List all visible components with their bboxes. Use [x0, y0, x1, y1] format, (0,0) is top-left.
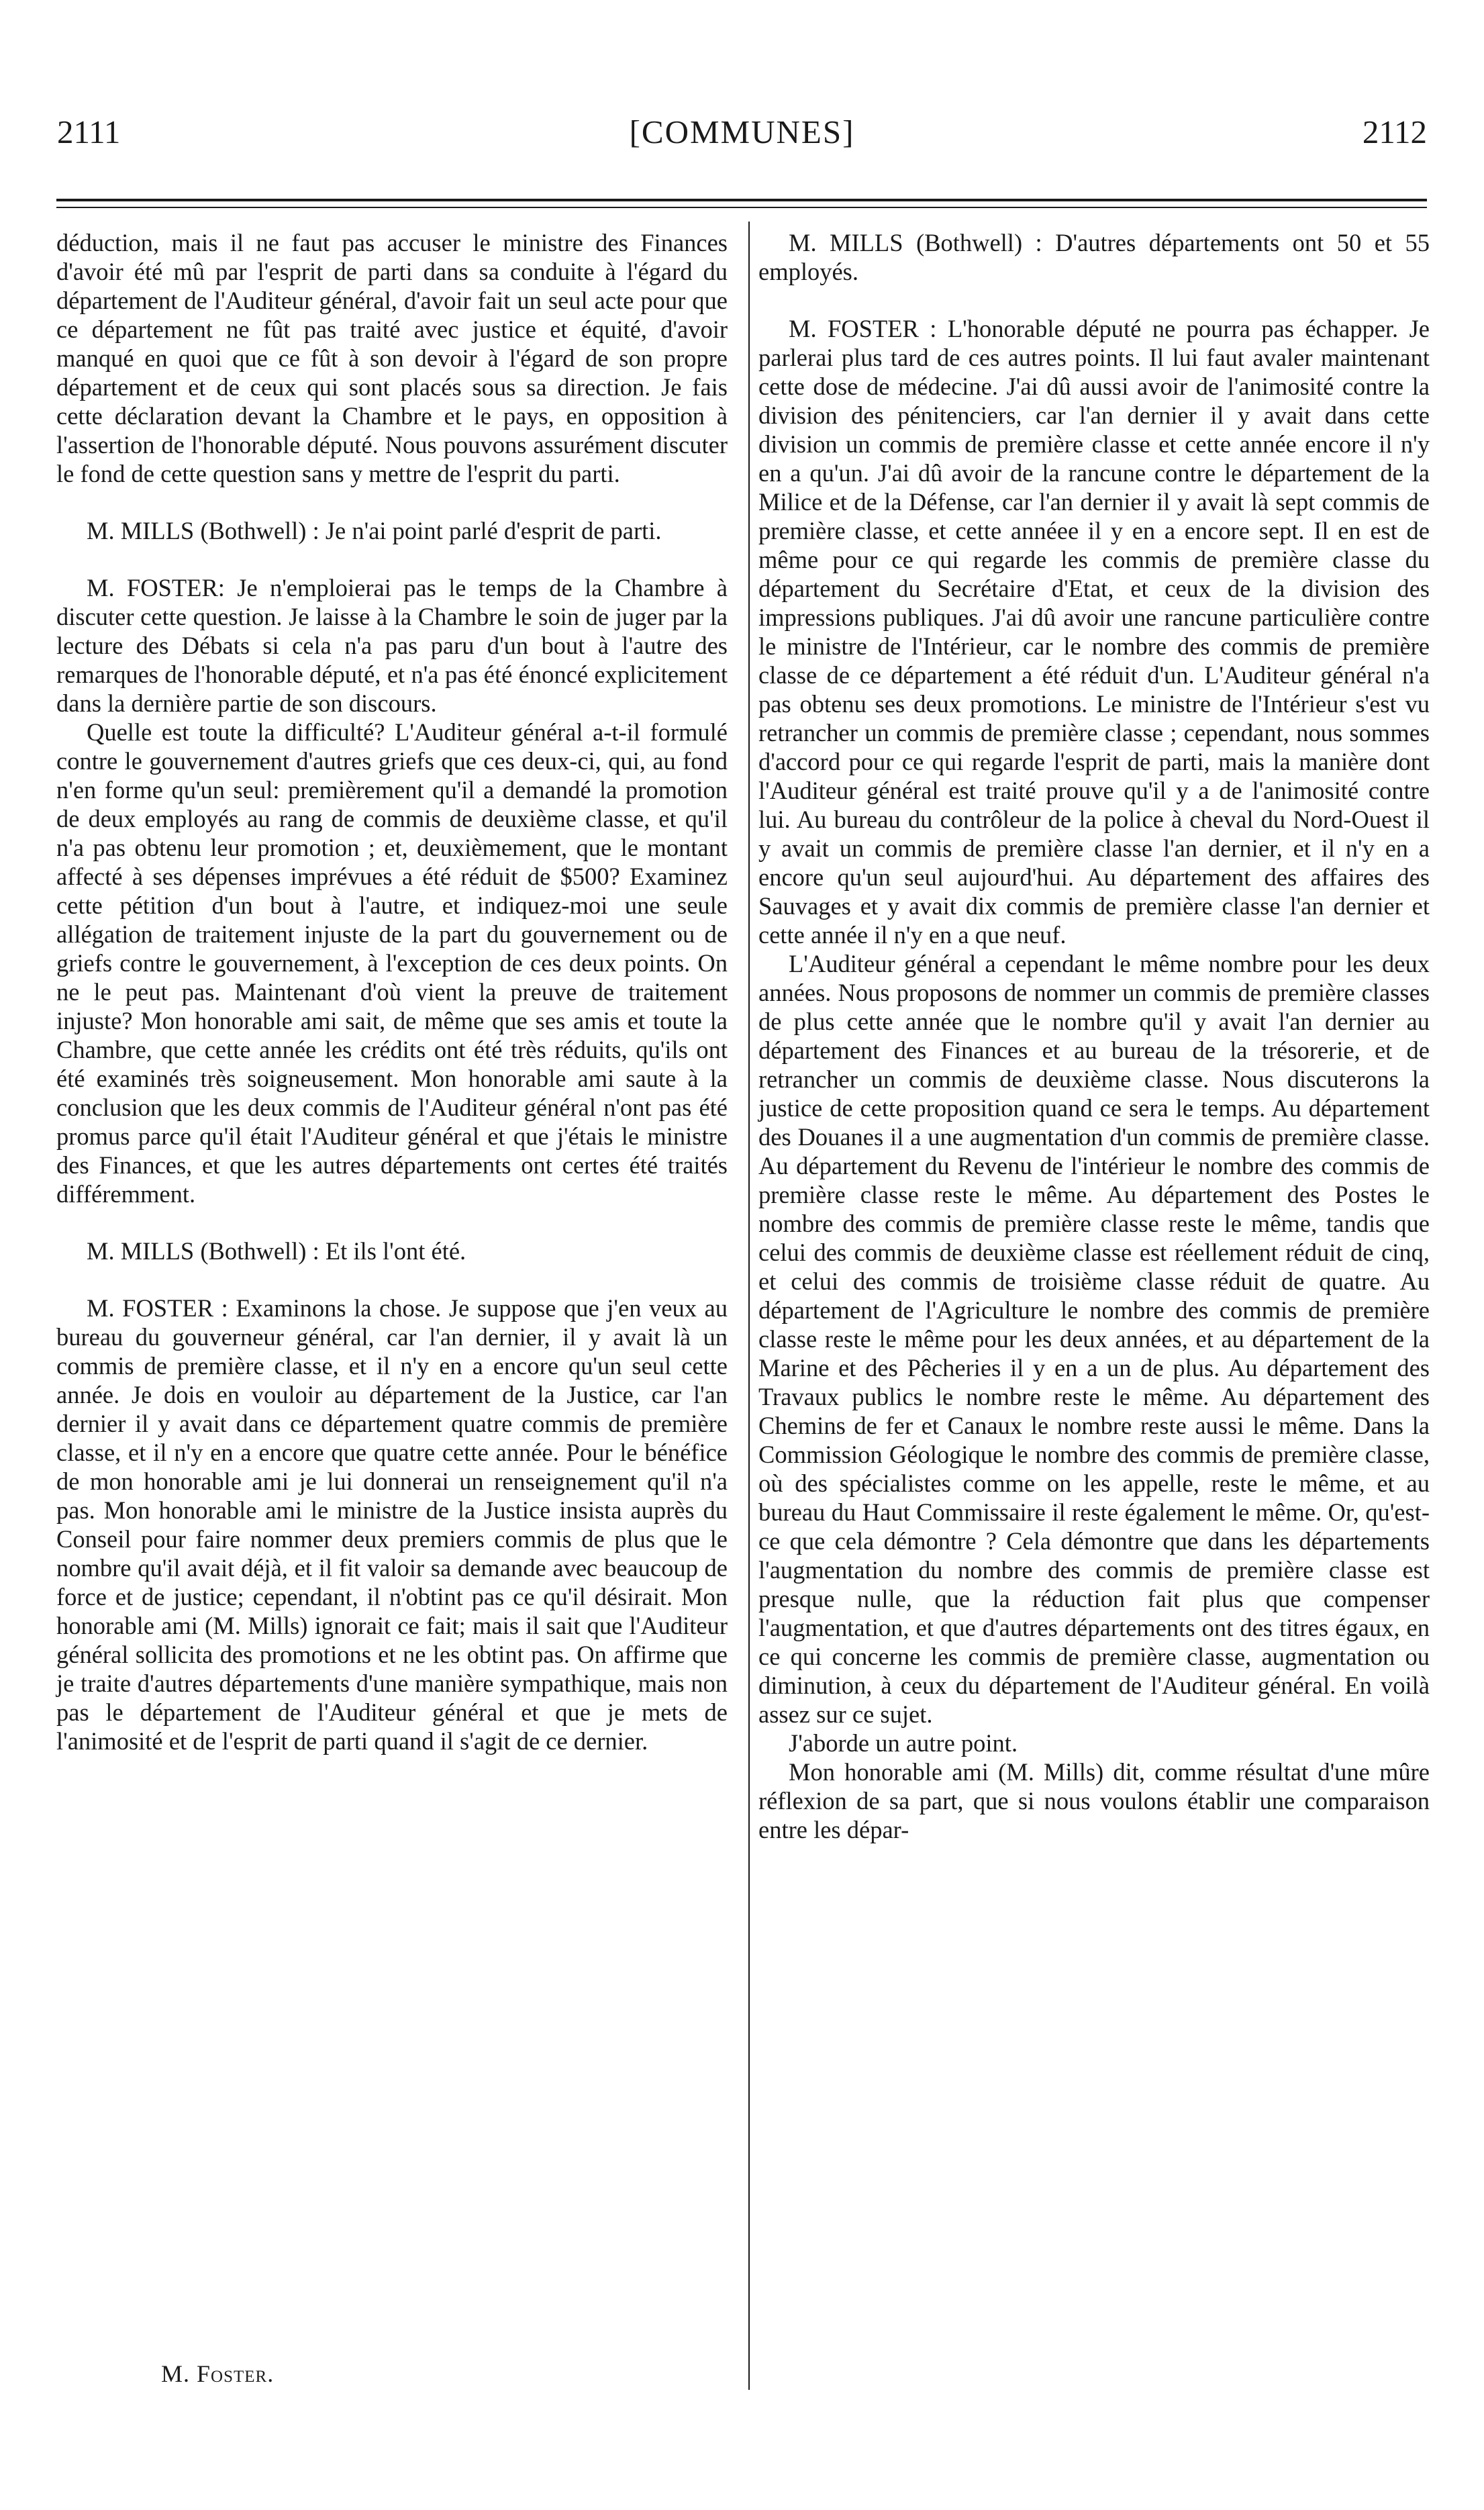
header-rule-right-bottom: [749, 207, 1427, 208]
paragraph: M. MILLS (Bothwell) : Et ils l'ont été.: [87, 1237, 466, 1265]
page-number-left: 2111: [57, 113, 121, 150]
paragraph: Quelle est toute la difficulté? L'Auditeur général a-t-il formulé contre le gouvernement d'autres griefs que ces deux-ci, qui, au fond n'en forme qu'un seul: premièrement qu'il a demandé la promotion de deux employés au rang de commis de deuxième classe, et qu'il n'a pas obtenu leur promotion ; et, deuxièmement, que le montant affecté à ses dépenses imprévues a été réduit de $500? Examinez cette pétition d'un bout à l'autre, et indiquez-moi une seule allégation de traitement injuste de la part du gouvernement ou de griefs contre le gouvernement, à l'exception de ces deux points. On ne le peut pas. Maintenant d'où vient la preuve de traitement injuste? Mon honorable ami sait, de même que ses amis et toute la Chambre, que cette année les crédits ont été très réduits, qu'ils ont été examinés très soigneusement. Mon honorable ami saute à la conclusion que les deux commis de l'Auditeur général n'ont pas été promus parce qu'il était l'Auditeur général et que j'étais le ministre des Finances, et que les autres départements ont certes été traités différemment.: [56, 718, 728, 1208]
paragraph: L'Auditeur général a cependant le même nombre pour les deux années. Nous proposons de nommer un commis de première classes de plus cette année que le nombre qu'il y avait l'an dernier au département des Finances et au bureau de la trésorerie, et de retrancher un commis de deuxième classe. Nous discuterons la justice de cette proposition quand ce sera le temps. Au département des Douanes il a une augmentation d'un commis de première classe. Au département du Revenu de l'intérieur le nombre des commis de première classe reste le même. Au département des Postes le nombre des commis de première classe reste le même, tandis que celui des commis de deuxième classe est réellement réduit de cinq, et celui des commis de troisième classe réduit de quatre. Au département de l'Agriculture le nombre des commis de première classe reste le même pour les deux années, et au département de la Marine et des Pêcheries il y en a un de plus. Au département des Travaux publics le nombre reste le même. Au département des Chemins de fer et Canaux le nombre reste aussi le même. Dans la Commission Géologique le nombre des commis de première classe, où des spécialistes comme on les appelle, reste le même, et au bureau du Haut Commissaire il reste également le même. Or, qu'est-ce que cela démontre ? Cela démontre que dans les départements l'augmentation du nombre des commis de première classe est presque nulle, que la réduction fait plus que compenser l'augmentation, et que d'autres départements ont des titres égaux, en ce qui concerne les commis de première classe, augmentation ou diminution, à ceux du département de l'Auditeur général. En voilà assez sur ce sujet.: [758, 950, 1430, 1728]
left-column: [56, 228, 728, 1755]
page-number-right: 2112: [1362, 113, 1427, 150]
paragraph: M. FOSTER: Je n'emploierai pas le temps de la Chambre à discuter cette question. Je laisse à la Chambre le soin de juger par la lecture des Débats si cela n'a pas paru d'un bout à l'autre des remarques de l'honorable député, et n'a pas été énoncé explicitement dans la dernière partie de son discours.: [56, 574, 728, 717]
paragraph: M. FOSTER : Examinons la chose. Je suppose que j'en veux au bureau du gouverneur général, car l'an dernier, il y avait là un commis de première classe, et il n'y en a encore qu'un seul cette année. Je dois en vouloir au département de la Justice, car l'an dernier il y avait dans ce département quatre commis de première classe, et il n'y en a encore que quatre cette année. Pour le bénéfice de mon honorable ami je lui donnerai un renseignement qu'il n'a pas. Mon honorable ami le ministre de la Justice insista auprès du Conseil pour faire nommer deux premiers commis de plus que le nombre qu'il avait déjà, et il fit valoir sa demande avec beaucoup de force et de justice; cependant, il n'obtint pas ce qu'il désirait. Mon honorable ami (M. Mills) ignorait ce fait; mais il sait que l'Auditeur général sollicita des promotions et ne les obtint pas. On affirme que je traite d'autres départements d'une manière sympathique, mais non pas le département de l'Auditeur général et que je mets de l'animosité et de l'esprit de parti quand il s'agit de ce dernier.: [56, 1294, 728, 1755]
paragraph: M. MILLS (Bothwell) : D'autres départements ont 50 et 55 employés.: [758, 229, 1430, 285]
paragraph: M. FOSTER : L'honorable député ne pourra pas échapper. Je parlerai plus tard de ces autres points. Il lui faut avaler maintenant cette dose de médecine. J'ai dû aussi avoir de l'animosité contre la division des pénitenciers, car l'an dernier il y avait dans cette division un commis de première classe et cette année encore il n'y en a qu'un. J'ai dû avoir de la rancune contre le département de la Milice et de la Défense, car l'an dernier il y avait là sept commis de première classe, et cette annéee il y en a encore sept. Il en est de même pour ce qui regarde les commis de première classe du département du Secrétaire d'Etat, et ceux de la division des impressions publiques. J'ai dû avoir une rancune particulière contre le ministre de l'Intérieur, car le nombre des commis de première classe de ce département a été réduit d'un. L'Auditeur général n'a pas obtenu ses deux promotions. Le ministre de l'Intérieur s'est vu retrancher un commis de première classe ; cependant, nous sommes d'accord pour ce qui regarde l'esprit de parti, mais la manière dont l'Auditeur général est traité prouve qu'il y a de l'animosité contre lui. Au bureau du contrôleur de la police à cheval du Nord-Ouest il y avait un commis de première classe l'an dernier, et il n'y en a encore qu'un seul aujourd'hui. Au département des affaires des Sauvages et y avait dix commis de première classe l'an dernier et cette année il n'y en a que neuf.: [758, 315, 1430, 949]
paragraph: M. MILLS (Bothwell) : Je n'ai point parlé d'esprit de parti.: [87, 517, 662, 544]
speaker-footer: M. Foster.: [161, 2360, 275, 2387]
paragraph: J'aborde un autre point.: [789, 1729, 1018, 1757]
header-rule-right-top: [749, 199, 1427, 201]
page-header: [57, 113, 1427, 160]
header-rule-left-top: [56, 199, 749, 201]
paragraph: Mon honorable ami (M. Mills) dit, comme résultat d'une mûre réflexion de sa part, que si nous voulons établir une comparaison entre les dépar-: [758, 1758, 1430, 1843]
column-divider: [748, 222, 750, 2390]
paragraph: déduction, mais il ne faut pas accuser le ministre des Finances d'avoir été mû par l'esprit de parti dans sa conduite à l'égard du département de l'Auditeur général, d'avoir fait un seul acte pour que ce département ne fût pas traité avec justice et équité, d'avoir manqué en quoi que ce fût à son devoir à l'égard de son propre département et de ceux qui sont placés sous sa direction. Je fais cette déclaration devant la Chambre et le pays, en opposition à l'assertion de l'honorable député. Nous pouvons assurément discuter le fond de cette question sans y mettre de l'esprit du parti.: [56, 229, 728, 487]
header-rule-left-bottom: [56, 207, 749, 208]
right-column: [758, 228, 1430, 1844]
running-title: [COMMUNES]: [629, 113, 855, 150]
